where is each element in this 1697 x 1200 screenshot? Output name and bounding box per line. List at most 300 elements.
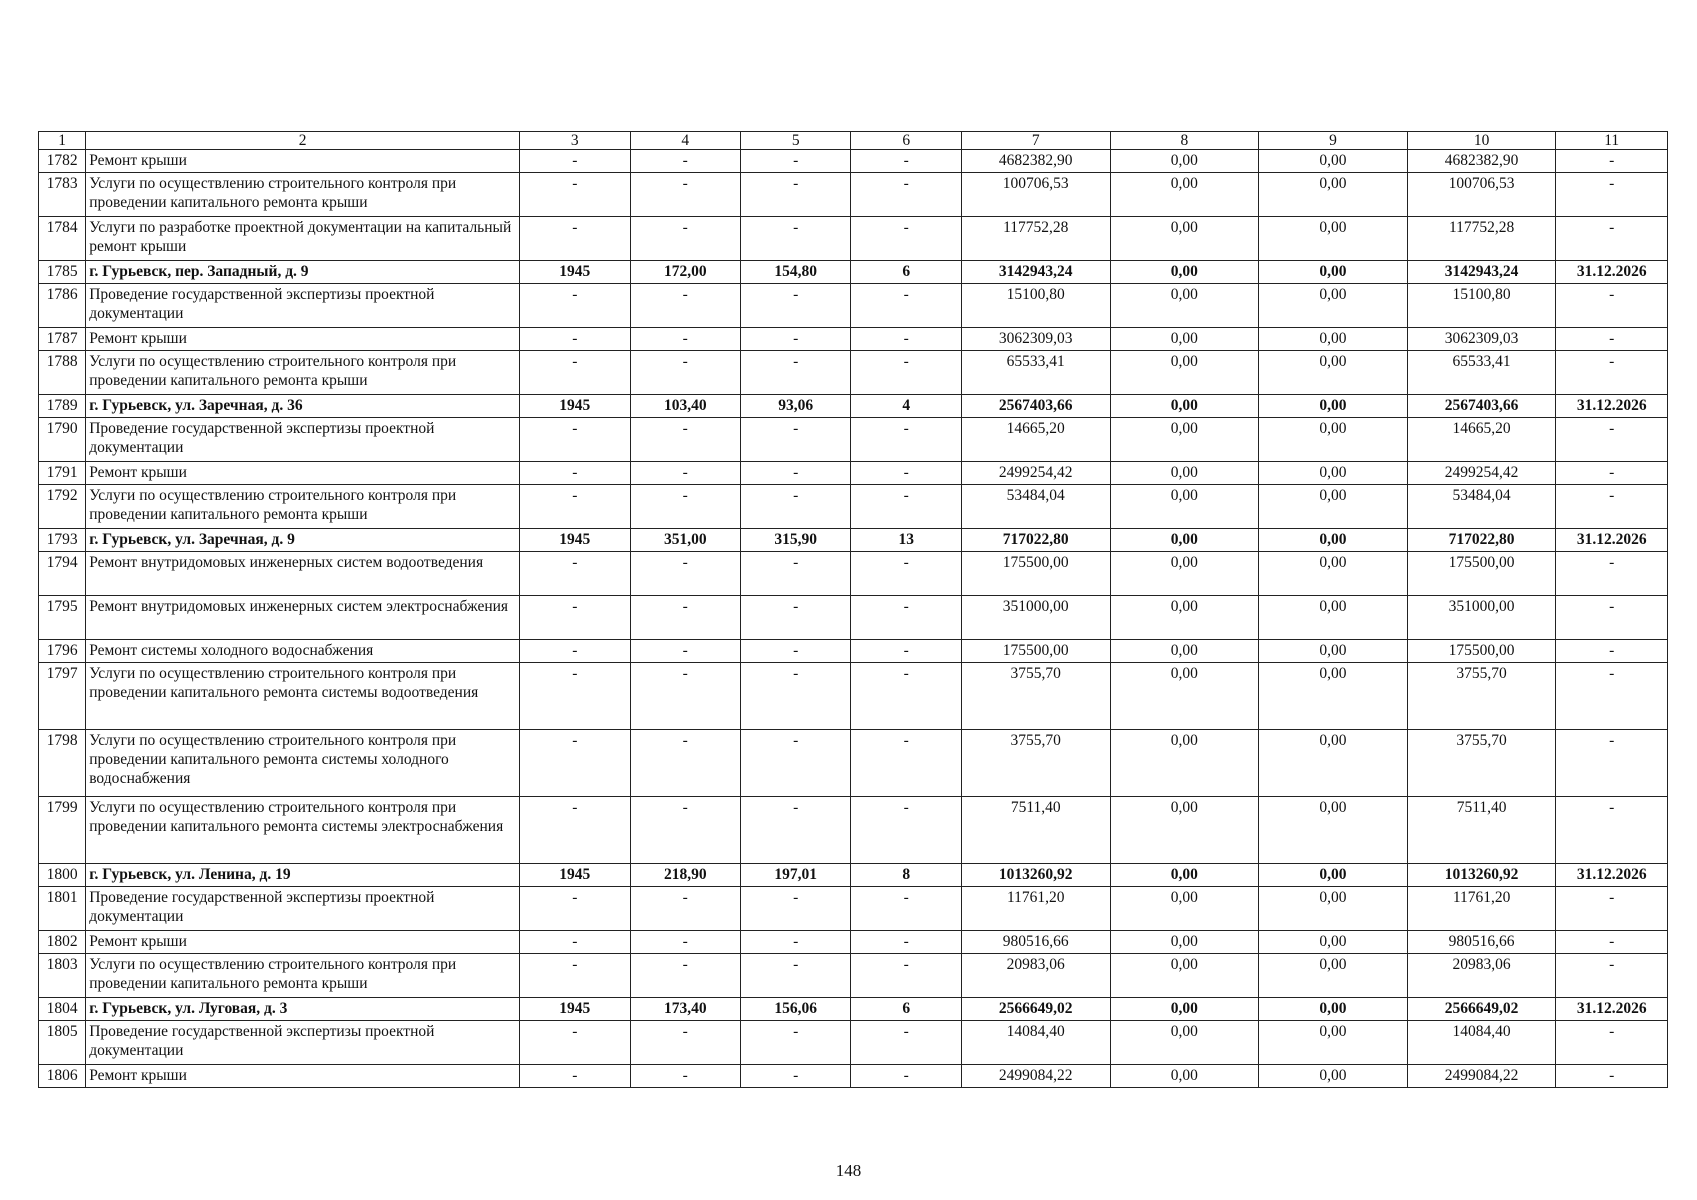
col5-cell: - xyxy=(740,931,850,954)
col4-cell: - xyxy=(630,1065,740,1088)
col11-cell: 31.12.2026 xyxy=(1556,395,1668,418)
col10-cell: 65533,41 xyxy=(1407,351,1556,395)
col3-cell: - xyxy=(520,217,630,261)
col6-cell: - xyxy=(851,217,961,261)
col3-cell: - xyxy=(520,552,630,596)
work-item-row xyxy=(39,954,1668,998)
work-description-cell: г. Гурьевск, ул. Ленина, д. 19 xyxy=(86,864,520,887)
work-item-row xyxy=(39,418,1668,462)
col8-cell: 0,00 xyxy=(1110,1021,1259,1065)
row-number-cell: 1786 xyxy=(39,284,86,328)
work-description-cell: Ремонт крыши xyxy=(86,462,520,485)
col3-cell: 1945 xyxy=(520,395,630,418)
col11-cell: - xyxy=(1556,351,1668,395)
col4-cell: - xyxy=(630,150,740,173)
col5-cell: - xyxy=(740,954,850,998)
row-number-cell: 1797 xyxy=(39,663,86,730)
col3-cell: 1945 xyxy=(520,864,630,887)
work-description-cell: Услуги по осуществлению строительного контроля при проведении капитального ремонта крыши xyxy=(86,954,520,998)
col8-cell: 0,00 xyxy=(1110,954,1259,998)
work-item-row xyxy=(39,552,1668,596)
col4-cell: - xyxy=(630,887,740,931)
row-number-cell: 1803 xyxy=(39,954,86,998)
work-item-row xyxy=(39,328,1668,351)
col3-cell: - xyxy=(520,150,630,173)
col6-cell: - xyxy=(851,418,961,462)
col10-cell: 2499254,42 xyxy=(1407,462,1556,485)
col7-cell: 2567403,66 xyxy=(961,395,1110,418)
row-number-cell: 1804 xyxy=(39,998,86,1021)
col4-cell: - xyxy=(630,328,740,351)
col10-cell: 175500,00 xyxy=(1407,552,1556,596)
col8-cell: 0,00 xyxy=(1110,418,1259,462)
row-number-cell: 1789 xyxy=(39,395,86,418)
col8-cell: 0,00 xyxy=(1110,931,1259,954)
col11-cell: 31.12.2026 xyxy=(1556,261,1668,284)
col9-cell: 0,00 xyxy=(1259,328,1408,351)
col9-cell: 0,00 xyxy=(1259,529,1408,552)
column-header: 1 xyxy=(39,132,86,150)
col6-cell: - xyxy=(851,730,961,797)
col7-cell: 1013260,92 xyxy=(961,864,1110,887)
col9-cell: 0,00 xyxy=(1259,485,1408,529)
row-number-cell: 1806 xyxy=(39,1065,86,1088)
col6-cell: - xyxy=(851,640,961,663)
col7-cell: 3142943,24 xyxy=(961,261,1110,284)
col11-cell: 31.12.2026 xyxy=(1556,998,1668,1021)
col5-cell: - xyxy=(740,217,850,261)
col9-cell: 0,00 xyxy=(1259,998,1408,1021)
repair-program-table xyxy=(38,131,1668,1088)
col9-cell: 0,00 xyxy=(1259,150,1408,173)
row-number-cell: 1783 xyxy=(39,173,86,217)
col6-cell: 8 xyxy=(851,864,961,887)
col5-cell: - xyxy=(740,351,850,395)
col11-cell: - xyxy=(1556,328,1668,351)
col4-cell: - xyxy=(630,173,740,217)
col11-cell: - xyxy=(1556,954,1668,998)
col5-cell: - xyxy=(740,797,850,864)
work-description-cell: г. Гурьевск, пер. Западный, д. 9 xyxy=(86,261,520,284)
col10-cell: 4682382,90 xyxy=(1407,150,1556,173)
col8-cell: 0,00 xyxy=(1110,529,1259,552)
col5-cell: - xyxy=(740,640,850,663)
col6-cell: - xyxy=(851,173,961,217)
col9-cell: 0,00 xyxy=(1259,797,1408,864)
col8-cell: 0,00 xyxy=(1110,173,1259,217)
row-number-cell: 1792 xyxy=(39,485,86,529)
col8-cell: 0,00 xyxy=(1110,864,1259,887)
col5-cell: - xyxy=(740,485,850,529)
col6-cell: - xyxy=(851,797,961,864)
work-description-cell: Ремонт внутридомовых инженерных систем водоотведения xyxy=(86,552,520,596)
work-description-cell: Ремонт крыши xyxy=(86,328,520,351)
col7-cell: 2566649,02 xyxy=(961,998,1110,1021)
col7-cell: 15100,80 xyxy=(961,284,1110,328)
col7-cell: 14084,40 xyxy=(961,1021,1110,1065)
col3-cell: - xyxy=(520,462,630,485)
col8-cell: 0,00 xyxy=(1110,328,1259,351)
work-item-row xyxy=(39,640,1668,663)
col11-cell: - xyxy=(1556,552,1668,596)
work-item-row xyxy=(39,217,1668,261)
column-header: 9 xyxy=(1259,132,1408,150)
col9-cell: 0,00 xyxy=(1259,931,1408,954)
col7-cell: 717022,80 xyxy=(961,529,1110,552)
address-row xyxy=(39,395,1668,418)
col8-cell: 0,00 xyxy=(1110,1065,1259,1088)
col10-cell: 53484,04 xyxy=(1407,485,1556,529)
address-row xyxy=(39,998,1668,1021)
col8-cell: 0,00 xyxy=(1110,284,1259,328)
col4-cell: 172,00 xyxy=(630,261,740,284)
work-description-cell: Услуги по осуществлению строительного контроля при проведении капитального ремонта крыши xyxy=(86,351,520,395)
col8-cell: 0,00 xyxy=(1110,261,1259,284)
col6-cell: - xyxy=(851,150,961,173)
col4-cell: - xyxy=(630,418,740,462)
col4-cell: 173,40 xyxy=(630,998,740,1021)
col10-cell: 2567403,66 xyxy=(1407,395,1556,418)
work-description-cell: Услуги по осуществлению строительного контроля при проведении капитального ремонта крыши xyxy=(86,173,520,217)
col9-cell: 0,00 xyxy=(1259,217,1408,261)
col10-cell: 20983,06 xyxy=(1407,954,1556,998)
col11-cell: - xyxy=(1556,1021,1668,1065)
work-item-row xyxy=(39,1065,1668,1088)
col11-cell: - xyxy=(1556,663,1668,730)
col7-cell: 11761,20 xyxy=(961,887,1110,931)
col11-cell: - xyxy=(1556,217,1668,261)
col3-cell: - xyxy=(520,663,630,730)
col4-cell: 351,00 xyxy=(630,529,740,552)
col7-cell: 14665,20 xyxy=(961,418,1110,462)
col4-cell: - xyxy=(630,931,740,954)
col10-cell: 351000,00 xyxy=(1407,596,1556,640)
col6-cell: - xyxy=(851,931,961,954)
col9-cell: 0,00 xyxy=(1259,462,1408,485)
col6-cell: 13 xyxy=(851,529,961,552)
col3-cell: - xyxy=(520,931,630,954)
col9-cell: 0,00 xyxy=(1259,864,1408,887)
column-header: 4 xyxy=(630,132,740,150)
col6-cell: - xyxy=(851,596,961,640)
col4-cell: - xyxy=(630,462,740,485)
col10-cell: 7511,40 xyxy=(1407,797,1556,864)
col8-cell: 0,00 xyxy=(1110,351,1259,395)
col5-cell: - xyxy=(740,1021,850,1065)
col6-cell: - xyxy=(851,351,961,395)
col7-cell: 3755,70 xyxy=(961,730,1110,797)
col8-cell: 0,00 xyxy=(1110,663,1259,730)
col8-cell: 0,00 xyxy=(1110,596,1259,640)
col9-cell: 0,00 xyxy=(1259,887,1408,931)
row-number-cell: 1802 xyxy=(39,931,86,954)
col3-cell: - xyxy=(520,1065,630,1088)
col9-cell: 0,00 xyxy=(1259,954,1408,998)
col3-cell: 1945 xyxy=(520,529,630,552)
col7-cell: 7511,40 xyxy=(961,797,1110,864)
col4-cell: - xyxy=(630,596,740,640)
row-number-cell: 1784 xyxy=(39,217,86,261)
col4-cell: - xyxy=(630,284,740,328)
col9-cell: 0,00 xyxy=(1259,173,1408,217)
col10-cell: 3142943,24 xyxy=(1407,261,1556,284)
col4-cell: - xyxy=(630,1021,740,1065)
col8-cell: 0,00 xyxy=(1110,552,1259,596)
col8-cell: 0,00 xyxy=(1110,462,1259,485)
col11-cell: - xyxy=(1556,797,1668,864)
col5-cell: - xyxy=(740,328,850,351)
col9-cell: 0,00 xyxy=(1259,351,1408,395)
col8-cell: 0,00 xyxy=(1110,485,1259,529)
col9-cell: 0,00 xyxy=(1259,640,1408,663)
col5-cell: - xyxy=(740,730,850,797)
work-item-row xyxy=(39,663,1668,730)
col11-cell: 31.12.2026 xyxy=(1556,529,1668,552)
work-item-row xyxy=(39,462,1668,485)
col3-cell: - xyxy=(520,1021,630,1065)
col7-cell: 65533,41 xyxy=(961,351,1110,395)
column-header: 5 xyxy=(740,132,850,150)
col7-cell: 4682382,90 xyxy=(961,150,1110,173)
col4-cell: 103,40 xyxy=(630,395,740,418)
col4-cell: - xyxy=(630,552,740,596)
column-header: 11 xyxy=(1556,132,1668,150)
work-description-cell: Ремонт крыши xyxy=(86,1065,520,1088)
col10-cell: 11761,20 xyxy=(1407,887,1556,931)
col9-cell: 0,00 xyxy=(1259,395,1408,418)
col8-cell: 0,00 xyxy=(1110,998,1259,1021)
col5-cell: 315,90 xyxy=(740,529,850,552)
col4-cell: - xyxy=(630,485,740,529)
col10-cell: 14084,40 xyxy=(1407,1021,1556,1065)
col5-cell: - xyxy=(740,1065,850,1088)
col7-cell: 980516,66 xyxy=(961,931,1110,954)
col3-cell: 1945 xyxy=(520,998,630,1021)
work-item-row xyxy=(39,730,1668,797)
col6-cell: - xyxy=(851,954,961,998)
column-header: 8 xyxy=(1110,132,1259,150)
col11-cell: - xyxy=(1556,887,1668,931)
col9-cell: 0,00 xyxy=(1259,284,1408,328)
col5-cell: 154,80 xyxy=(740,261,850,284)
row-number-cell: 1798 xyxy=(39,730,86,797)
col6-cell: - xyxy=(851,485,961,529)
page-number: 148 xyxy=(835,1161,862,1180)
col7-cell: 53484,04 xyxy=(961,485,1110,529)
col7-cell: 3755,70 xyxy=(961,663,1110,730)
col6-cell: - xyxy=(851,328,961,351)
col7-cell: 175500,00 xyxy=(961,640,1110,663)
col10-cell: 175500,00 xyxy=(1407,640,1556,663)
col4-cell: - xyxy=(630,797,740,864)
col8-cell: 0,00 xyxy=(1110,797,1259,864)
col11-cell: - xyxy=(1556,418,1668,462)
col7-cell: 2499254,42 xyxy=(961,462,1110,485)
col5-cell: - xyxy=(740,173,850,217)
col6-cell: 4 xyxy=(851,395,961,418)
col8-cell: 0,00 xyxy=(1110,640,1259,663)
work-description-cell: Проведение государственной экспертизы проектной документации xyxy=(86,1021,520,1065)
work-item-row xyxy=(39,173,1668,217)
col4-cell: - xyxy=(630,730,740,797)
col9-cell: 0,00 xyxy=(1259,552,1408,596)
work-description-cell: Ремонт системы холодного водоснабжения xyxy=(86,640,520,663)
col11-cell: - xyxy=(1556,640,1668,663)
col11-cell: - xyxy=(1556,284,1668,328)
col3-cell: - xyxy=(520,954,630,998)
column-header: 10 xyxy=(1407,132,1556,150)
col6-cell: - xyxy=(851,887,961,931)
col5-cell: - xyxy=(740,663,850,730)
col11-cell: 31.12.2026 xyxy=(1556,864,1668,887)
col3-cell: - xyxy=(520,887,630,931)
work-item-row xyxy=(39,887,1668,931)
work-item-row xyxy=(39,931,1668,954)
col3-cell: - xyxy=(520,797,630,864)
col6-cell: - xyxy=(851,462,961,485)
col8-cell: 0,00 xyxy=(1110,150,1259,173)
work-description-cell: Услуги по осуществлению строительного контроля при проведении капитального ремонта системы водоотведения xyxy=(86,663,520,730)
col4-cell: 218,90 xyxy=(630,864,740,887)
col7-cell: 20983,06 xyxy=(961,954,1110,998)
work-item-row xyxy=(39,284,1668,328)
col4-cell: - xyxy=(630,663,740,730)
col9-cell: 0,00 xyxy=(1259,1021,1408,1065)
col3-cell: - xyxy=(520,730,630,797)
work-description-cell: Проведение государственной экспертизы проектной документации xyxy=(86,284,520,328)
row-number-cell: 1796 xyxy=(39,640,86,663)
work-description-cell: г. Гурьевск, ул. Заречная, д. 9 xyxy=(86,529,520,552)
col10-cell: 2566649,02 xyxy=(1407,998,1556,1021)
col11-cell: - xyxy=(1556,462,1668,485)
col11-cell: - xyxy=(1556,150,1668,173)
work-item-row xyxy=(39,485,1668,529)
col10-cell: 100706,53 xyxy=(1407,173,1556,217)
col10-cell: 15100,80 xyxy=(1407,284,1556,328)
col10-cell: 3755,70 xyxy=(1407,663,1556,730)
row-number-cell: 1787 xyxy=(39,328,86,351)
row-number-cell: 1799 xyxy=(39,797,86,864)
work-description-cell: Ремонт внутридомовых инженерных систем электроснабжения xyxy=(86,596,520,640)
work-description-cell: Ремонт крыши xyxy=(86,150,520,173)
col10-cell: 717022,80 xyxy=(1407,529,1556,552)
row-number-cell: 1805 xyxy=(39,1021,86,1065)
col5-cell: - xyxy=(740,462,850,485)
col6-cell: 6 xyxy=(851,261,961,284)
work-item-row xyxy=(39,596,1668,640)
col6-cell: - xyxy=(851,1021,961,1065)
work-item-row xyxy=(39,150,1668,173)
address-row xyxy=(39,864,1668,887)
col10-cell: 1013260,92 xyxy=(1407,864,1556,887)
col9-cell: 0,00 xyxy=(1259,730,1408,797)
row-number-cell: 1801 xyxy=(39,887,86,931)
col7-cell: 3062309,03 xyxy=(961,328,1110,351)
work-description-cell: Услуги по разработке проектной документации на капитальный ремонт крыши xyxy=(86,217,520,261)
col10-cell: 3062309,03 xyxy=(1407,328,1556,351)
col5-cell: - xyxy=(740,552,850,596)
row-number-cell: 1795 xyxy=(39,596,86,640)
column-header: 6 xyxy=(851,132,961,150)
column-header: 2 xyxy=(86,132,520,150)
col3-cell: - xyxy=(520,418,630,462)
col6-cell: - xyxy=(851,284,961,328)
col5-cell: - xyxy=(740,418,850,462)
col4-cell: - xyxy=(630,351,740,395)
col3-cell: 1945 xyxy=(520,261,630,284)
work-item-row xyxy=(39,351,1668,395)
col11-cell: - xyxy=(1556,173,1668,217)
column-header: 3 xyxy=(520,132,630,150)
work-description-cell: Услуги по осуществлению строительного контроля при проведении капитального ремонта системы холодного водоснабжения xyxy=(86,730,520,797)
col9-cell: 0,00 xyxy=(1259,596,1408,640)
row-number-cell: 1785 xyxy=(39,261,86,284)
col10-cell: 14665,20 xyxy=(1407,418,1556,462)
col6-cell: - xyxy=(851,552,961,596)
row-number-cell: 1788 xyxy=(39,351,86,395)
work-description-cell: Проведение государственной экспертизы проектной документации xyxy=(86,887,520,931)
col6-cell: 6 xyxy=(851,998,961,1021)
table-body xyxy=(39,150,1668,1088)
work-description-cell: г. Гурьевск, ул. Заречная, д. 36 xyxy=(86,395,520,418)
col9-cell: 0,00 xyxy=(1259,261,1408,284)
address-row xyxy=(39,529,1668,552)
row-number-cell: 1791 xyxy=(39,462,86,485)
col8-cell: 0,00 xyxy=(1110,217,1259,261)
col5-cell: 197,01 xyxy=(740,864,850,887)
col3-cell: - xyxy=(520,351,630,395)
col3-cell: - xyxy=(520,284,630,328)
col3-cell: - xyxy=(520,596,630,640)
col9-cell: 0,00 xyxy=(1259,663,1408,730)
col8-cell: 0,00 xyxy=(1110,730,1259,797)
col4-cell: - xyxy=(630,954,740,998)
col5-cell: - xyxy=(740,887,850,931)
col5-cell: - xyxy=(740,284,850,328)
col7-cell: 175500,00 xyxy=(961,552,1110,596)
row-number-cell: 1794 xyxy=(39,552,86,596)
column-header: 7 xyxy=(961,132,1110,150)
column-number-header-row xyxy=(39,132,1668,150)
work-description-cell: Проведение государственной экспертизы проектной документации xyxy=(86,418,520,462)
col8-cell: 0,00 xyxy=(1110,887,1259,931)
row-number-cell: 1793 xyxy=(39,529,86,552)
col11-cell: - xyxy=(1556,931,1668,954)
col6-cell: - xyxy=(851,663,961,730)
col10-cell: 980516,66 xyxy=(1407,931,1556,954)
work-description-cell: Услуги по осуществлению строительного контроля при проведении капитального ремонта крыши xyxy=(86,485,520,529)
col9-cell: 0,00 xyxy=(1259,1065,1408,1088)
row-number-cell: 1800 xyxy=(39,864,86,887)
work-item-row xyxy=(39,797,1668,864)
col10-cell: 117752,28 xyxy=(1407,217,1556,261)
row-number-cell: 1790 xyxy=(39,418,86,462)
col7-cell: 100706,53 xyxy=(961,173,1110,217)
col5-cell: - xyxy=(740,150,850,173)
col7-cell: 2499084,22 xyxy=(961,1065,1110,1088)
col6-cell: - xyxy=(851,1065,961,1088)
col5-cell: - xyxy=(740,596,850,640)
col5-cell: 156,06 xyxy=(740,998,850,1021)
col10-cell: 2499084,22 xyxy=(1407,1065,1556,1088)
col9-cell: 0,00 xyxy=(1259,418,1408,462)
col4-cell: - xyxy=(630,217,740,261)
col11-cell: - xyxy=(1556,1065,1668,1088)
col11-cell: - xyxy=(1556,596,1668,640)
col4-cell: - xyxy=(630,640,740,663)
work-description-cell: Ремонт крыши xyxy=(86,931,520,954)
work-description-cell: г. Гурьевск, ул. Луговая, д. 3 xyxy=(86,998,520,1021)
